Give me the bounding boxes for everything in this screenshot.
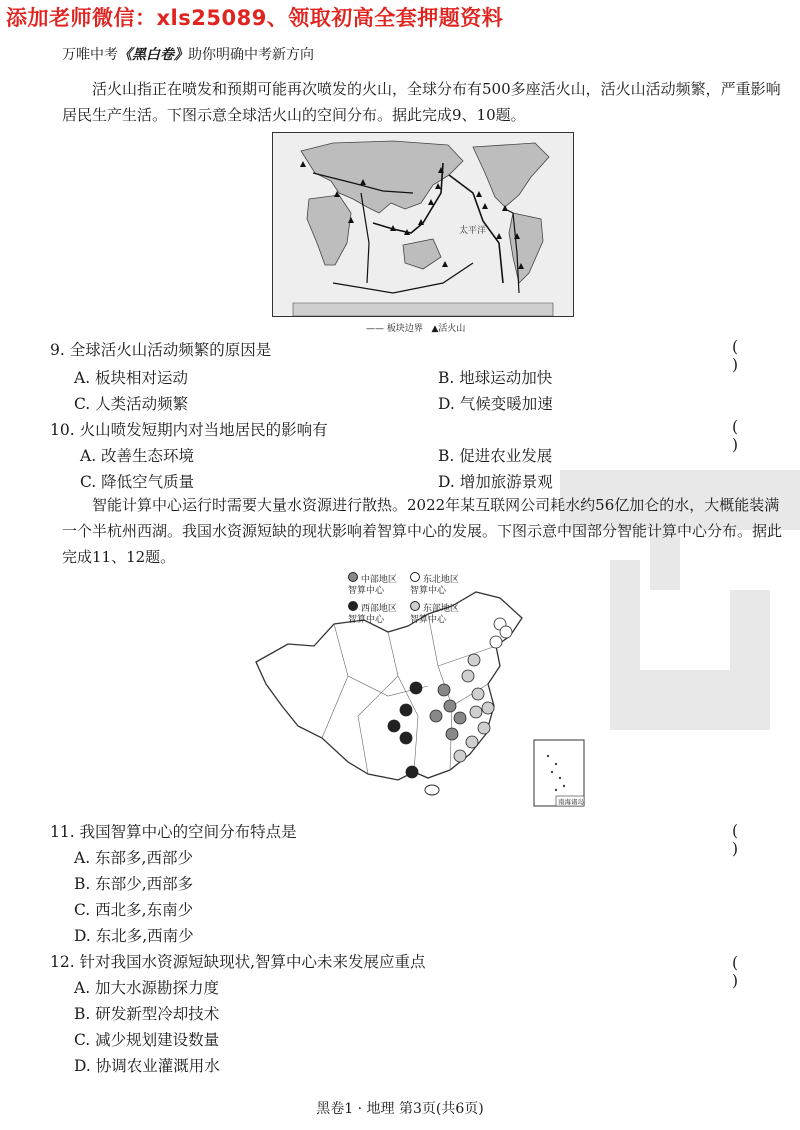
option-a: A. 改善生态环境 (80, 447, 195, 465)
option-c: C. 降低空气质量 (80, 473, 195, 491)
question-number: 12. (50, 953, 75, 971)
answer-blank[interactable]: ( ) (732, 822, 757, 858)
west-center (400, 732, 412, 744)
promo-banner: 添加老师微信：xls25089、领取初高全套押题资料 (6, 6, 504, 30)
option-a: A. 东部多,西部少 (74, 849, 193, 867)
option-a: A. 加大水源勘探力度 (74, 979, 220, 997)
legend-central (348, 572, 404, 597)
east-center (462, 670, 474, 682)
question-number: 11. (50, 823, 75, 841)
header-book-title: 《黑白卷》 (118, 47, 188, 63)
option-a: A. 板块相对运动 (74, 369, 189, 387)
hainan-island (425, 785, 439, 795)
question-stem: 我国智算中心的空间分布特点是 (79, 823, 297, 841)
legend-northeast (410, 572, 466, 597)
east-center (470, 706, 482, 718)
legend-east-title: 东部地区 (422, 604, 459, 614)
option-b: B. 东部少,西部多 (74, 875, 194, 893)
legend-northeast-title: 东北地区 (422, 575, 459, 585)
east-center (472, 688, 484, 700)
central-center (438, 684, 450, 696)
central-center (444, 700, 456, 712)
volcano-legend-icon: ▲ (431, 324, 439, 334)
legend-central-swatch (348, 572, 358, 582)
china-map-legend (348, 572, 468, 626)
east-center (478, 722, 490, 734)
world-map-svg (273, 133, 573, 316)
intro-paragraph-volcano: 活火山指正在喷发和预期可能再次喷发的火山，全球分布有500多座活火山，活火山活动频繁，严重影响居民生产生活。下图示意全球活火山的空间分布。据此完成9、10题。 (62, 80, 781, 124)
east-center (468, 654, 480, 666)
question-9 (50, 338, 271, 360)
china-computing-map (238, 566, 588, 810)
answer-blank[interactable]: ( ) (732, 418, 757, 454)
west-center (388, 720, 400, 732)
legend-west (348, 601, 404, 626)
question-12 (50, 950, 426, 972)
option-c: C. 减少规划建设数量 (74, 1031, 220, 1049)
option-d: D. 增加旅游景观 (438, 473, 553, 491)
question-stem: 火山喷发短期内对当地居民的影响有 (79, 421, 328, 439)
west-center (406, 766, 418, 778)
world-volcano-map (272, 132, 574, 317)
central-center (430, 710, 442, 722)
legend-northeast-swatch (410, 572, 420, 582)
east-center (466, 736, 478, 748)
legend-central-title: 中部地区 (360, 575, 397, 585)
option-c: C. 人类活动频繁 (74, 395, 189, 413)
plate-boundary-legend-icon: —— (366, 324, 384, 334)
legend-east-swatch (410, 601, 420, 611)
option-c: C. 西北多,东南少 (74, 901, 194, 919)
answer-blank[interactable]: ( ) (732, 954, 757, 990)
legend-northeast-sub: 智算中心 (410, 586, 447, 596)
question-number: 9. (50, 341, 65, 359)
intro-paragraph-computing: 智能计算中心运行时需要大量水资源进行散热。2022年某互联网公司耗水约56亿加仑的水，大概能装满一个半杭州西湖。我国水资源短缺的现状影响着智算中心的发展。下图示意中国部分智能计算中心分布。据此完成11、12题。 (62, 496, 783, 566)
northeast-center (490, 636, 502, 648)
question-stem: 全球活火山活动频繁的原因是 (69, 341, 272, 359)
pacific-label: 太平洋 (459, 226, 487, 236)
legend-west-swatch (348, 601, 358, 611)
legend-volcano: 活火山 (438, 324, 466, 334)
question-number: 10. (50, 421, 75, 439)
question-10 (50, 418, 328, 440)
option-d: D. 协调农业灌溉用水 (74, 1057, 220, 1075)
northeast-center (500, 626, 512, 638)
question-stem: 针对我国水资源短缺现状,智算中心未来发展应重点 (79, 953, 426, 971)
east-center (454, 750, 466, 762)
inset-label: 南海诸岛 (558, 798, 584, 806)
legend-boundary: 板块边界 (386, 324, 423, 334)
east-center (482, 702, 494, 714)
landmass-antarctica (293, 303, 553, 316)
legend-west-sub: 智算中心 (348, 615, 385, 625)
world-map-legend (366, 321, 465, 334)
question-11 (50, 820, 297, 842)
west-center (400, 704, 412, 716)
option-d: D. 东北多,西南少 (74, 927, 194, 945)
header-prefix: 万唯中考 (62, 47, 118, 63)
option-b: B. 地球运动加快 (438, 369, 553, 387)
legend-east-sub: 智算中心 (410, 615, 447, 625)
option-b: B. 促进农业发展 (438, 447, 553, 465)
legend-central-sub: 智算中心 (348, 586, 385, 596)
west-center (410, 682, 422, 694)
answer-blank[interactable]: ( ) (732, 338, 757, 374)
legend-east (410, 601, 466, 626)
central-center (446, 728, 458, 740)
header-suffix: 助你明确中考新方向 (188, 47, 314, 63)
page-footer: 黑卷1 · 地理 第3页(共6页) (316, 1101, 484, 1117)
option-d: D. 气候变暖加速 (438, 395, 553, 413)
book-header (62, 44, 314, 64)
legend-west-title: 西部地区 (360, 604, 397, 614)
option-b: B. 研发新型冷却技术 (74, 1005, 220, 1023)
central-center (454, 712, 466, 724)
